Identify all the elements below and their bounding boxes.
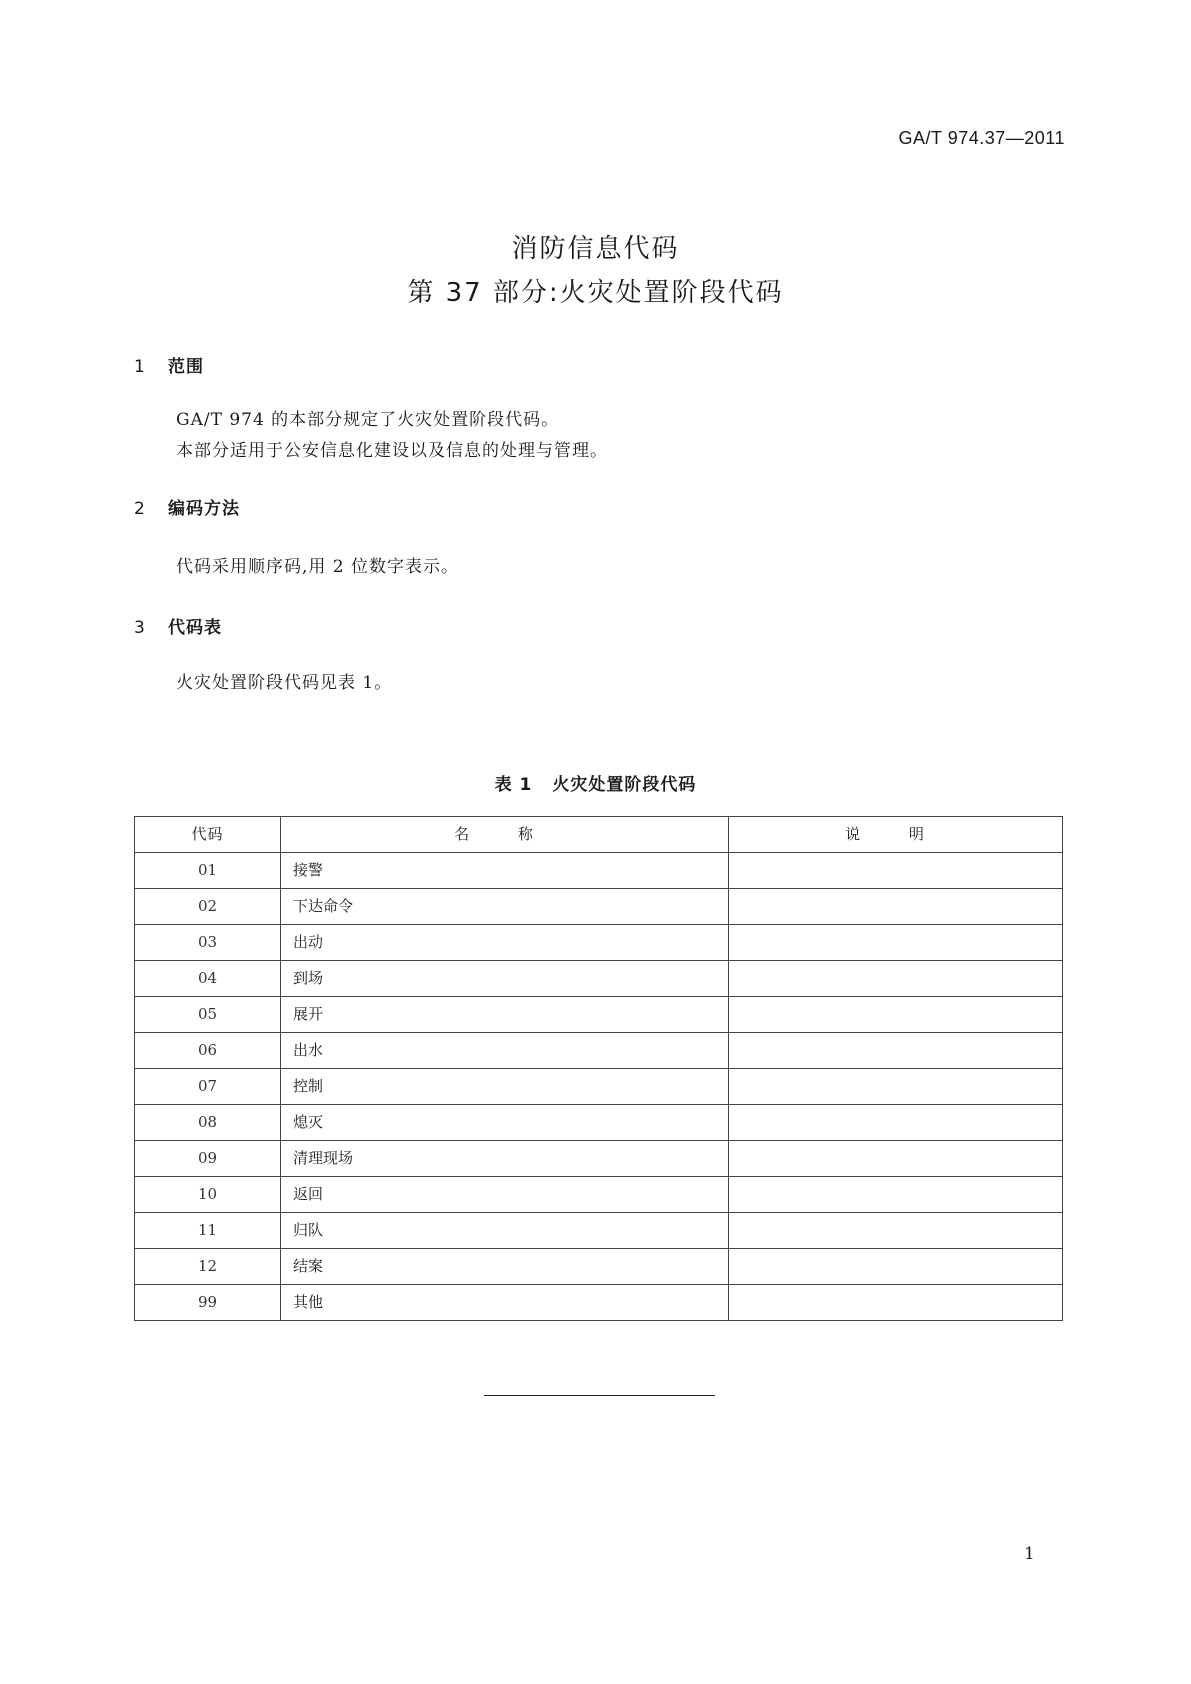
code-table	[134, 816, 1063, 1321]
table-row	[135, 1249, 1063, 1285]
table-body	[135, 853, 1063, 1321]
section-title: 代码表	[168, 618, 222, 638]
table-row	[135, 997, 1063, 1033]
code-cell: 07	[135, 1069, 281, 1105]
code-cell: 04	[135, 961, 281, 997]
note-cell	[729, 1249, 1063, 1285]
note-cell	[729, 1069, 1063, 1105]
note-cell	[729, 1033, 1063, 1069]
name-cell: 出水	[281, 1033, 729, 1069]
end-rule	[484, 1395, 715, 1396]
table-row	[135, 1141, 1063, 1177]
section-2-paragraph-1: 代码采用顺序码,用 2 位数字表示。	[176, 557, 460, 577]
section-number: 2	[134, 499, 146, 519]
table-row	[135, 1177, 1063, 1213]
section-1-paragraph-2: 本部分适用于公安信息化建设以及信息的处理与管理。	[176, 441, 608, 461]
note-cell	[729, 1213, 1063, 1249]
code-cell: 02	[135, 889, 281, 925]
note-cell	[729, 1141, 1063, 1177]
code-cell: 01	[135, 853, 281, 889]
page-number: 1	[1024, 1544, 1035, 1564]
section-2-heading	[134, 494, 240, 519]
code-cell: 03	[135, 925, 281, 961]
name-cell: 归队	[281, 1213, 729, 1249]
name-cell: 返回	[281, 1177, 729, 1213]
header-code: 代码	[135, 817, 281, 853]
name-cell: 到场	[281, 961, 729, 997]
code-cell: 09	[135, 1141, 281, 1177]
note-cell	[729, 889, 1063, 925]
note-cell	[729, 1177, 1063, 1213]
name-cell: 接警	[281, 853, 729, 889]
table-caption-label: 表 1	[494, 775, 533, 795]
note-cell	[729, 853, 1063, 889]
name-cell: 结案	[281, 1249, 729, 1285]
note-cell	[729, 1285, 1063, 1321]
header-note: 说 明	[729, 817, 1063, 853]
name-cell: 出动	[281, 925, 729, 961]
note-cell	[729, 1105, 1063, 1141]
table-header-row	[135, 817, 1063, 853]
note-cell	[729, 925, 1063, 961]
standard-code: GA/T 974.37—2011	[898, 128, 1065, 148]
section-number: 1	[134, 357, 146, 377]
section-title: 范围	[168, 357, 204, 377]
table-row	[135, 1069, 1063, 1105]
name-cell: 其他	[281, 1285, 729, 1321]
section-3-paragraph-1: 火灾处置阶段代码见表 1。	[176, 673, 393, 693]
note-cell	[729, 961, 1063, 997]
section-number: 3	[134, 618, 146, 638]
section-1-heading	[134, 352, 204, 377]
section-3-heading	[134, 613, 222, 638]
table-row	[135, 1033, 1063, 1069]
code-cell: 10	[135, 1177, 281, 1213]
code-cell: 06	[135, 1033, 281, 1069]
table-row	[135, 1213, 1063, 1249]
name-cell: 清理现场	[281, 1141, 729, 1177]
code-cell: 99	[135, 1285, 281, 1321]
code-cell: 08	[135, 1105, 281, 1141]
table-row	[135, 889, 1063, 925]
name-cell: 熄灭	[281, 1105, 729, 1141]
table-row	[135, 1285, 1063, 1321]
table-row	[135, 1105, 1063, 1141]
code-cell: 12	[135, 1249, 281, 1285]
section-1-paragraph-1: GA/T 974 的本部分规定了火灾处置阶段代码。	[176, 410, 560, 430]
table-row	[135, 925, 1063, 961]
name-cell: 控制	[281, 1069, 729, 1105]
name-cell: 下达命令	[281, 889, 729, 925]
document-subtitle: 第 37 部分:火灾处置阶段代码	[407, 278, 784, 308]
table-caption-title: 火灾处置阶段代码	[552, 775, 697, 795]
note-cell	[729, 997, 1063, 1033]
table-caption	[0, 770, 1191, 795]
code-cell: 11	[135, 1213, 281, 1249]
table-row	[135, 853, 1063, 889]
header-name: 名 称	[281, 817, 729, 853]
name-cell: 展开	[281, 997, 729, 1033]
code-cell: 05	[135, 997, 281, 1033]
document-title: 消防信息代码	[511, 234, 680, 264]
table-row	[135, 961, 1063, 997]
section-title: 编码方法	[168, 499, 240, 519]
